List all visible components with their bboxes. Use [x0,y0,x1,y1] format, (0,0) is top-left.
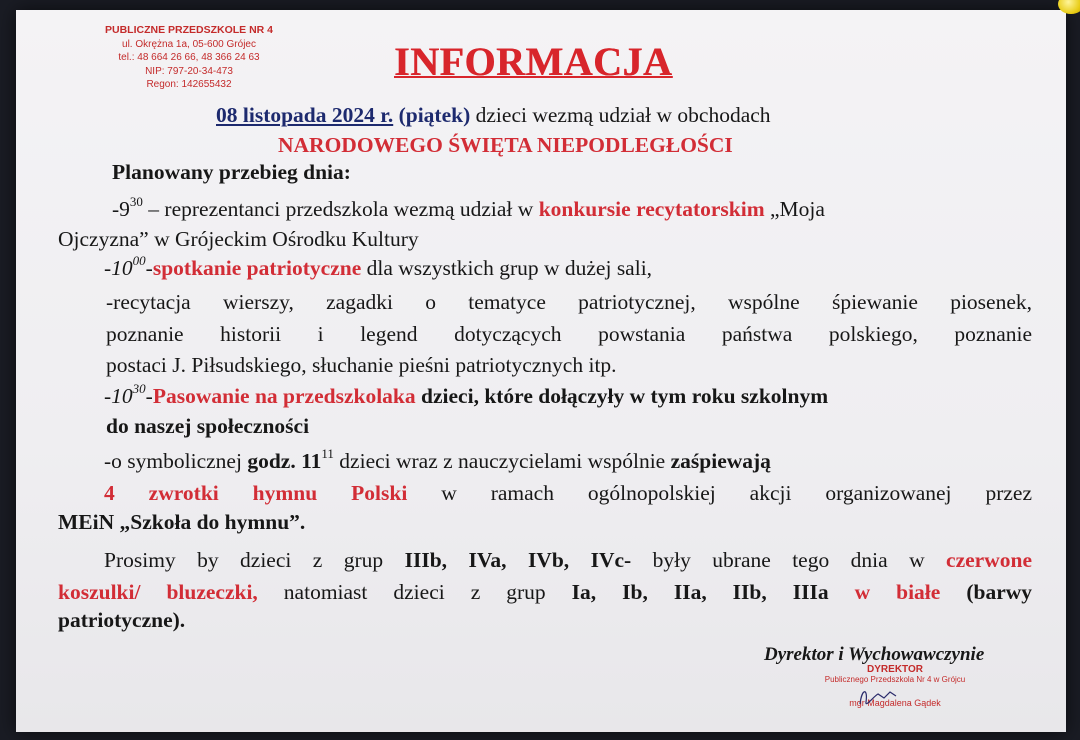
item3-time: -10 [104,384,133,408]
closing-groups1: IIIb, IVa, IVb, IVc- [404,548,632,572]
closing-text4: (barwy [940,580,1033,604]
item2-line4: postaci J. Piłsudskiego, słuchanie pieśni patriotycznych itp. [106,353,617,377]
item2-text: dla wszystkich grup w dużej sali, [361,256,653,280]
school-regon: Regon: 142655432 [146,79,232,90]
item4-text1: -o symbolicznej [104,449,248,473]
item2-highlight: spotkanie patriotyczne [152,256,362,280]
closing-text1: Prosimy by dzieci z grup [104,548,405,572]
closing-line1 [104,548,1032,573]
item1-text2: „Moja [764,197,825,221]
item2-line1 [104,253,653,281]
school-phone: tel.: 48 664 26 66, 48 366 24 63 [118,52,260,63]
item2-time: -10 [104,256,133,280]
item1-line2: Ojczyzna” w Grójeckim Ośrodku Kultury [58,227,419,251]
item3-text: dzieci, które dołączyły w tym roku szkolnym [415,384,829,408]
intro-line [216,103,771,128]
item1-time: -9 [112,197,130,221]
closing-red1: czerwone [946,548,1032,572]
event-date: 08 listopada 2024 r. [216,103,394,127]
event-day: (piątek) [398,103,471,127]
item4-line1 [104,446,771,474]
item3-line2: do naszej społeczności [106,414,310,438]
item4-line3: MEiN „Szkoła do hymnu”. [58,510,306,534]
closing-red3: w białe [854,580,941,604]
item4-bold2: zaśpiewają [670,449,771,473]
item4-bold1: godz. 11 [247,449,322,473]
signature-title: Dyrektor i Wychowawczynie [764,644,985,665]
item3-time-sup: 30 [132,381,146,396]
event-name: NARODOWEGO ŚWIĘTA NIEPODLEGŁOŚCI [278,133,733,157]
item1-highlight: konkursie recytatorskim [538,197,765,221]
item4-line2 [104,481,1032,506]
closing-text3: natomiast dzieci z grup [257,580,572,604]
school-address: ul. Okrężna 1a, 05-600 Grójec [122,38,256,50]
stamp-org: Publicznego Przedszkola Nr 4 w Grójcu [824,675,966,684]
item1-text1: – reprezentanci przedszkola wezmą udział w [142,197,539,221]
school-stamp [84,24,294,92]
stamp-name: mgr Magdalena Gądek [849,698,941,708]
item2-time-sup: 00 [132,253,146,268]
closing-line3: patriotyczne). [58,608,186,632]
school-nip: NIP: 797-20-34-473 [145,65,233,77]
plan-heading: Planowany przebieg dnia: [112,160,351,184]
handwritten-signature [850,682,910,712]
item1-time-sup: 30 [129,194,143,209]
intro-text: dzieci wezmą udział w obchodach [470,103,771,127]
item1-line1 [112,194,825,222]
school-name: PUBLICZNE PRZEDSZKOLE NR 4 [104,24,273,36]
closing-red2: koszulki/ bluzeczki, [58,580,258,604]
item4-text2: dzieci wraz z nauczycielami wspólnie [333,449,671,473]
item4-text3: w ramach ogólnopolskiej akcji organizowanej przez [407,481,1033,505]
item3-highlight: Pasowanie na przedszkolaka [152,384,416,408]
notice-title: INFORMACJA [394,39,673,84]
item4-sup: 11 [321,446,334,461]
item3-line1 [104,381,829,409]
item3-dash: - [145,384,153,408]
item4-highlight: 4 zwrotki hymnu Polski [104,481,408,505]
closing-line2 [58,580,1032,605]
item2-line3: poznanie historii i legend dotyczących powstania państwa polskiego, poznanie [106,322,1032,346]
item2-dash: - [145,256,153,280]
item2-line2: -recytacja wierszy, zagadki o tematyce patriotycznej, wspólne śpiewanie piosenek, [106,290,1032,314]
closing-text2: były ubrane tego dnia w [631,548,947,572]
closing-groups2: Ia, Ib, IIa, IIb, IIIa [571,580,829,604]
stamp-role: DYREKTOR [867,664,923,675]
